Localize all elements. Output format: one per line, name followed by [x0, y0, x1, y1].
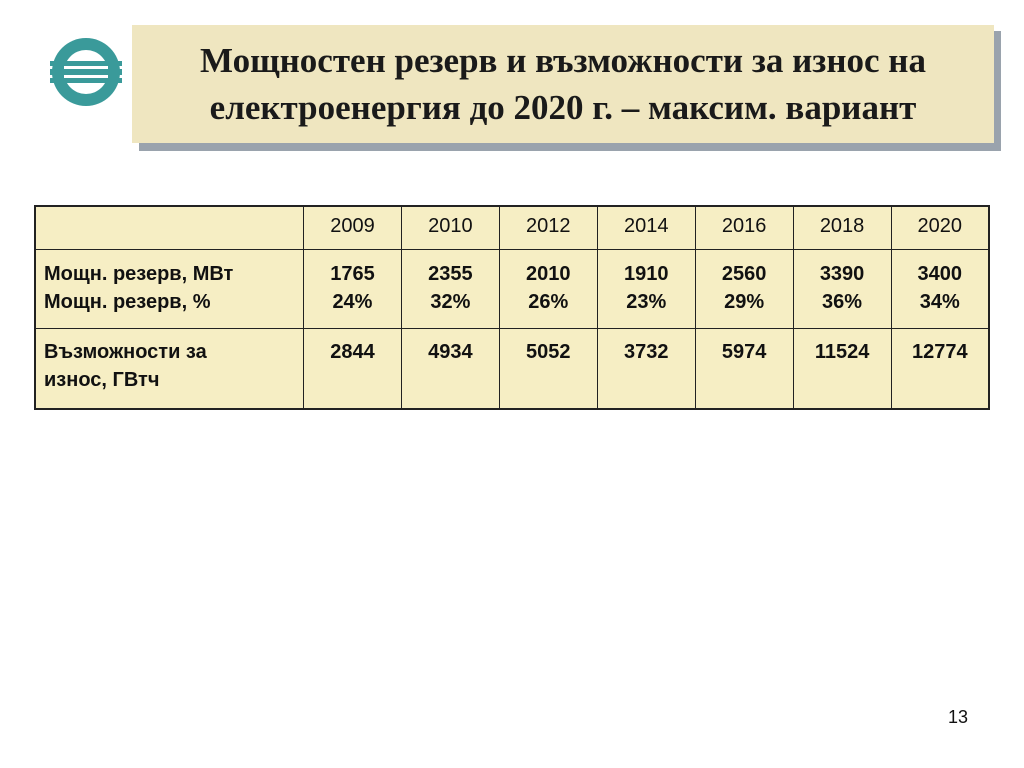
export-cell-2020: 12774	[891, 329, 989, 410]
reserve-pct-value: 32%	[430, 291, 471, 313]
export-cell-2010: 4934	[401, 329, 499, 410]
export-cell-2012: 5052	[499, 329, 597, 410]
table-header-row	[35, 206, 989, 250]
header-year-2016: 2016	[695, 206, 793, 250]
export-cell-2014: 3732	[597, 329, 695, 410]
reserve-cell-2010	[401, 250, 499, 329]
export-cell-2018: 11524	[793, 329, 891, 410]
reserve-pct-label: Мощн. резерв, %	[44, 291, 211, 313]
header-year-2014: 2014	[597, 206, 695, 250]
table-row-export	[35, 329, 989, 410]
export-label-line-2: износ, ГВтч	[44, 369, 160, 391]
reserve-mw-value: 2010	[526, 263, 571, 285]
reserve-label-cell	[35, 250, 304, 329]
export-label-cell	[35, 329, 304, 410]
reserve-pct-value: 29%	[724, 291, 765, 313]
reserve-cell-2018	[793, 250, 891, 329]
data-table	[34, 205, 990, 410]
reserve-mw-value: 1765	[330, 263, 375, 285]
reserve-mw-value: 3400	[917, 263, 963, 285]
export-cell-2009: 2844	[304, 329, 402, 410]
page-number: 13	[947, 707, 968, 727]
reserve-mw-value: 2355	[428, 263, 473, 285]
reserve-cell-2020	[891, 250, 989, 329]
reserve-pct-value: 34%	[919, 291, 960, 313]
reserve-cell-2014	[597, 250, 695, 329]
export-cell-2016: 5974	[695, 329, 793, 410]
reserve-pct-value: 23%	[626, 291, 667, 313]
reserve-pct-value: 36%	[822, 291, 863, 313]
header-year-2009: 2009	[304, 206, 402, 250]
reserve-cell-2012	[499, 250, 597, 329]
reserve-pct-value: 24%	[332, 291, 373, 313]
reserve-mw-value: 1910	[623, 263, 669, 285]
header-year-2020: 2020	[891, 206, 989, 250]
title-line-2: електроенергия до 2020 г. – максим. вариант	[209, 88, 917, 127]
header-year-2010: 2010	[401, 206, 499, 250]
reserve-mw-label: Мощн. резерв, МВт	[44, 263, 234, 285]
reserve-mw-value: 3390	[819, 263, 865, 285]
header-year-2012: 2012	[499, 206, 597, 250]
reserve-pct-value: 26%	[528, 291, 569, 313]
title-box	[132, 25, 994, 143]
export-label-line-1: Възможности за	[44, 341, 207, 363]
reserve-mw-value: 2560	[721, 263, 767, 285]
page-title	[200, 37, 926, 131]
table-row-reserve	[35, 250, 989, 329]
reserve-cell-2009	[304, 250, 402, 329]
company-logo-icon	[50, 36, 122, 108]
header-year-2018: 2018	[793, 206, 891, 250]
header-empty-cell	[35, 206, 304, 250]
reserve-cell-2016	[695, 250, 793, 329]
title-line-1: Мощностен резерв и възможности за износ на	[200, 41, 926, 80]
